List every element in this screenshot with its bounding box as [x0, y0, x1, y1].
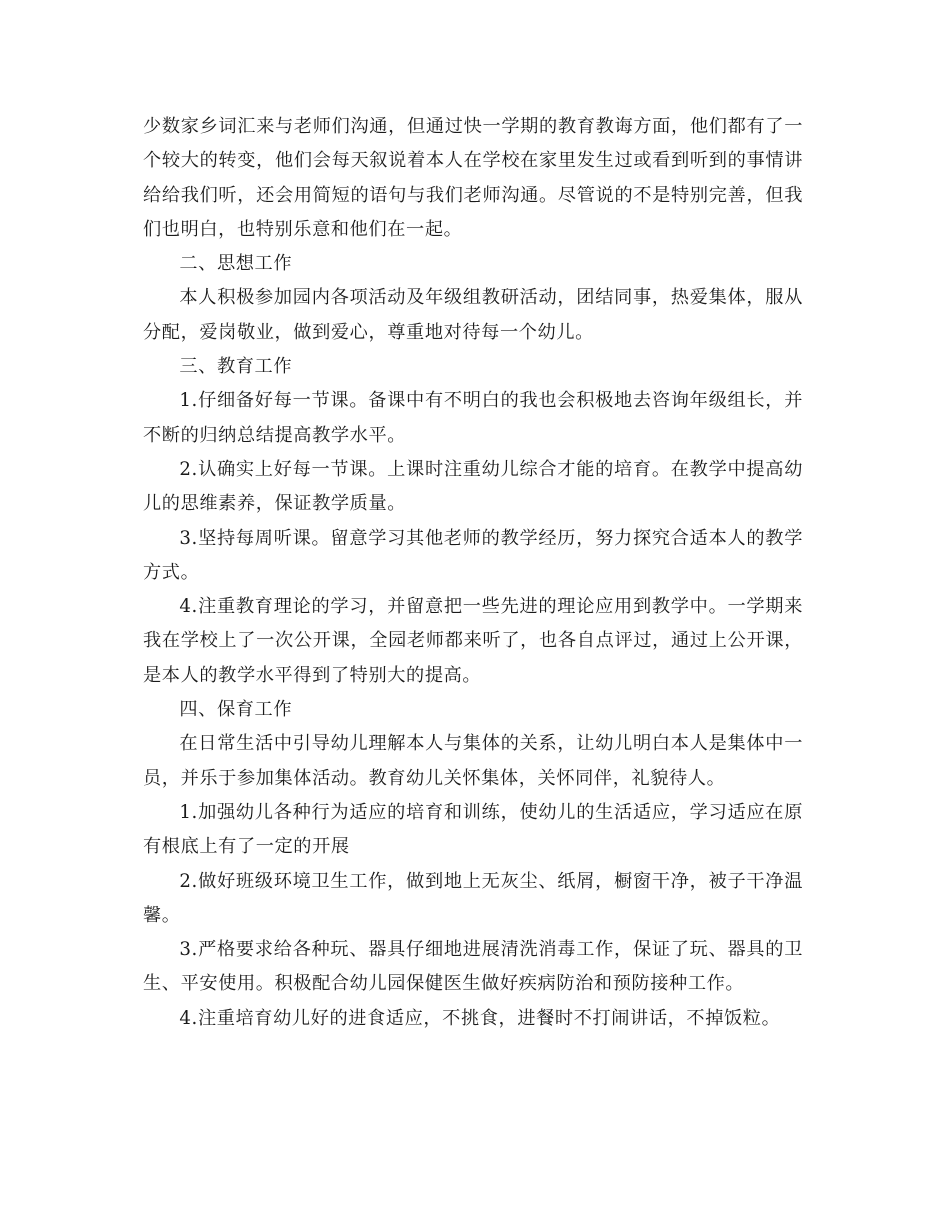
document-body	[143, 110, 803, 1036]
paragraph-education-4: 4.注重教育理论的学习，并留意把一些先进的理论应用到教学中。一学期来我在学校上了一次公开课，全园老师都来听了，也各自点评过，通过上公开课，是本人的教学水平得到了特别大的提高。	[143, 596, 803, 686]
section-heading-education: 三、教育工作	[179, 356, 293, 378]
paragraph-continuation: 少数家乡词汇来与老师们沟通，但通过快一学期的教育教诲方面，他们都有了一个较大的转变，他们会每天叙说着本人在学校在家里发生过或看到听到的事情讲给给我们听，还会用简短的语句与我们老师沟通。尽管说的不是特别完善，但我们也明白，也特别乐意和他们在一起。	[143, 116, 803, 240]
paragraph-education-3: 3.坚持每周听课。留意学习其他老师的教学经历，努力探究合适本人的教学方式。	[143, 527, 803, 583]
paragraph-care-4: 4.注重培育幼儿好的进食适应，不挑食，进餐时不打闹讲话，不掉饭粒。	[179, 1007, 781, 1029]
paragraph-care-intro: 在日常生活中引导幼儿理解本人与集体的关系，让幼儿明白本人是集体中一员，并乐于参加集体活动。教育幼儿关怀集体，关怀同伴，礼貌待人。	[143, 733, 803, 789]
paragraph-care-3: 3.严格要求给各种玩、器具仔细地进展清洗消毒工作，保证了玩、器具的卫生、平安使用。积极配合幼儿园保健医生做好疾病防治和预防接种工作。	[143, 939, 803, 995]
paragraph-care-2: 2.做好班级环境卫生工作，做到地上无灰尘、纸屑，橱窗干净，被子干净温馨。	[143, 870, 803, 926]
section-heading-care: 四、保育工作	[179, 699, 293, 721]
paragraph-education-1: 1.仔细备好每一节课。备课中有不明白的我也会积极地去咨询年级组长，并不断的归纳总结提高教学水平。	[143, 390, 803, 446]
section-heading-ideology: 二、思想工作	[179, 253, 293, 275]
paragraph-education-2: 2.认确实上好每一节课。上课时注重幼儿综合才能的培育。在教学中提高幼儿的思维素养，保证教学质量。	[143, 458, 803, 515]
paragraph-ideology: 本人积极参加园内各项活动及年级组教研活动，团结同事，热爱集体，服从分配，爱岗敬业，做到爱心，尊重地对待每一个幼儿。	[143, 287, 803, 343]
paragraph-care-1: 1.加强幼儿各种行为适应的培育和训练，使幼儿的生活适应，学习适应在原有根底上有了一定的开展	[143, 801, 803, 858]
